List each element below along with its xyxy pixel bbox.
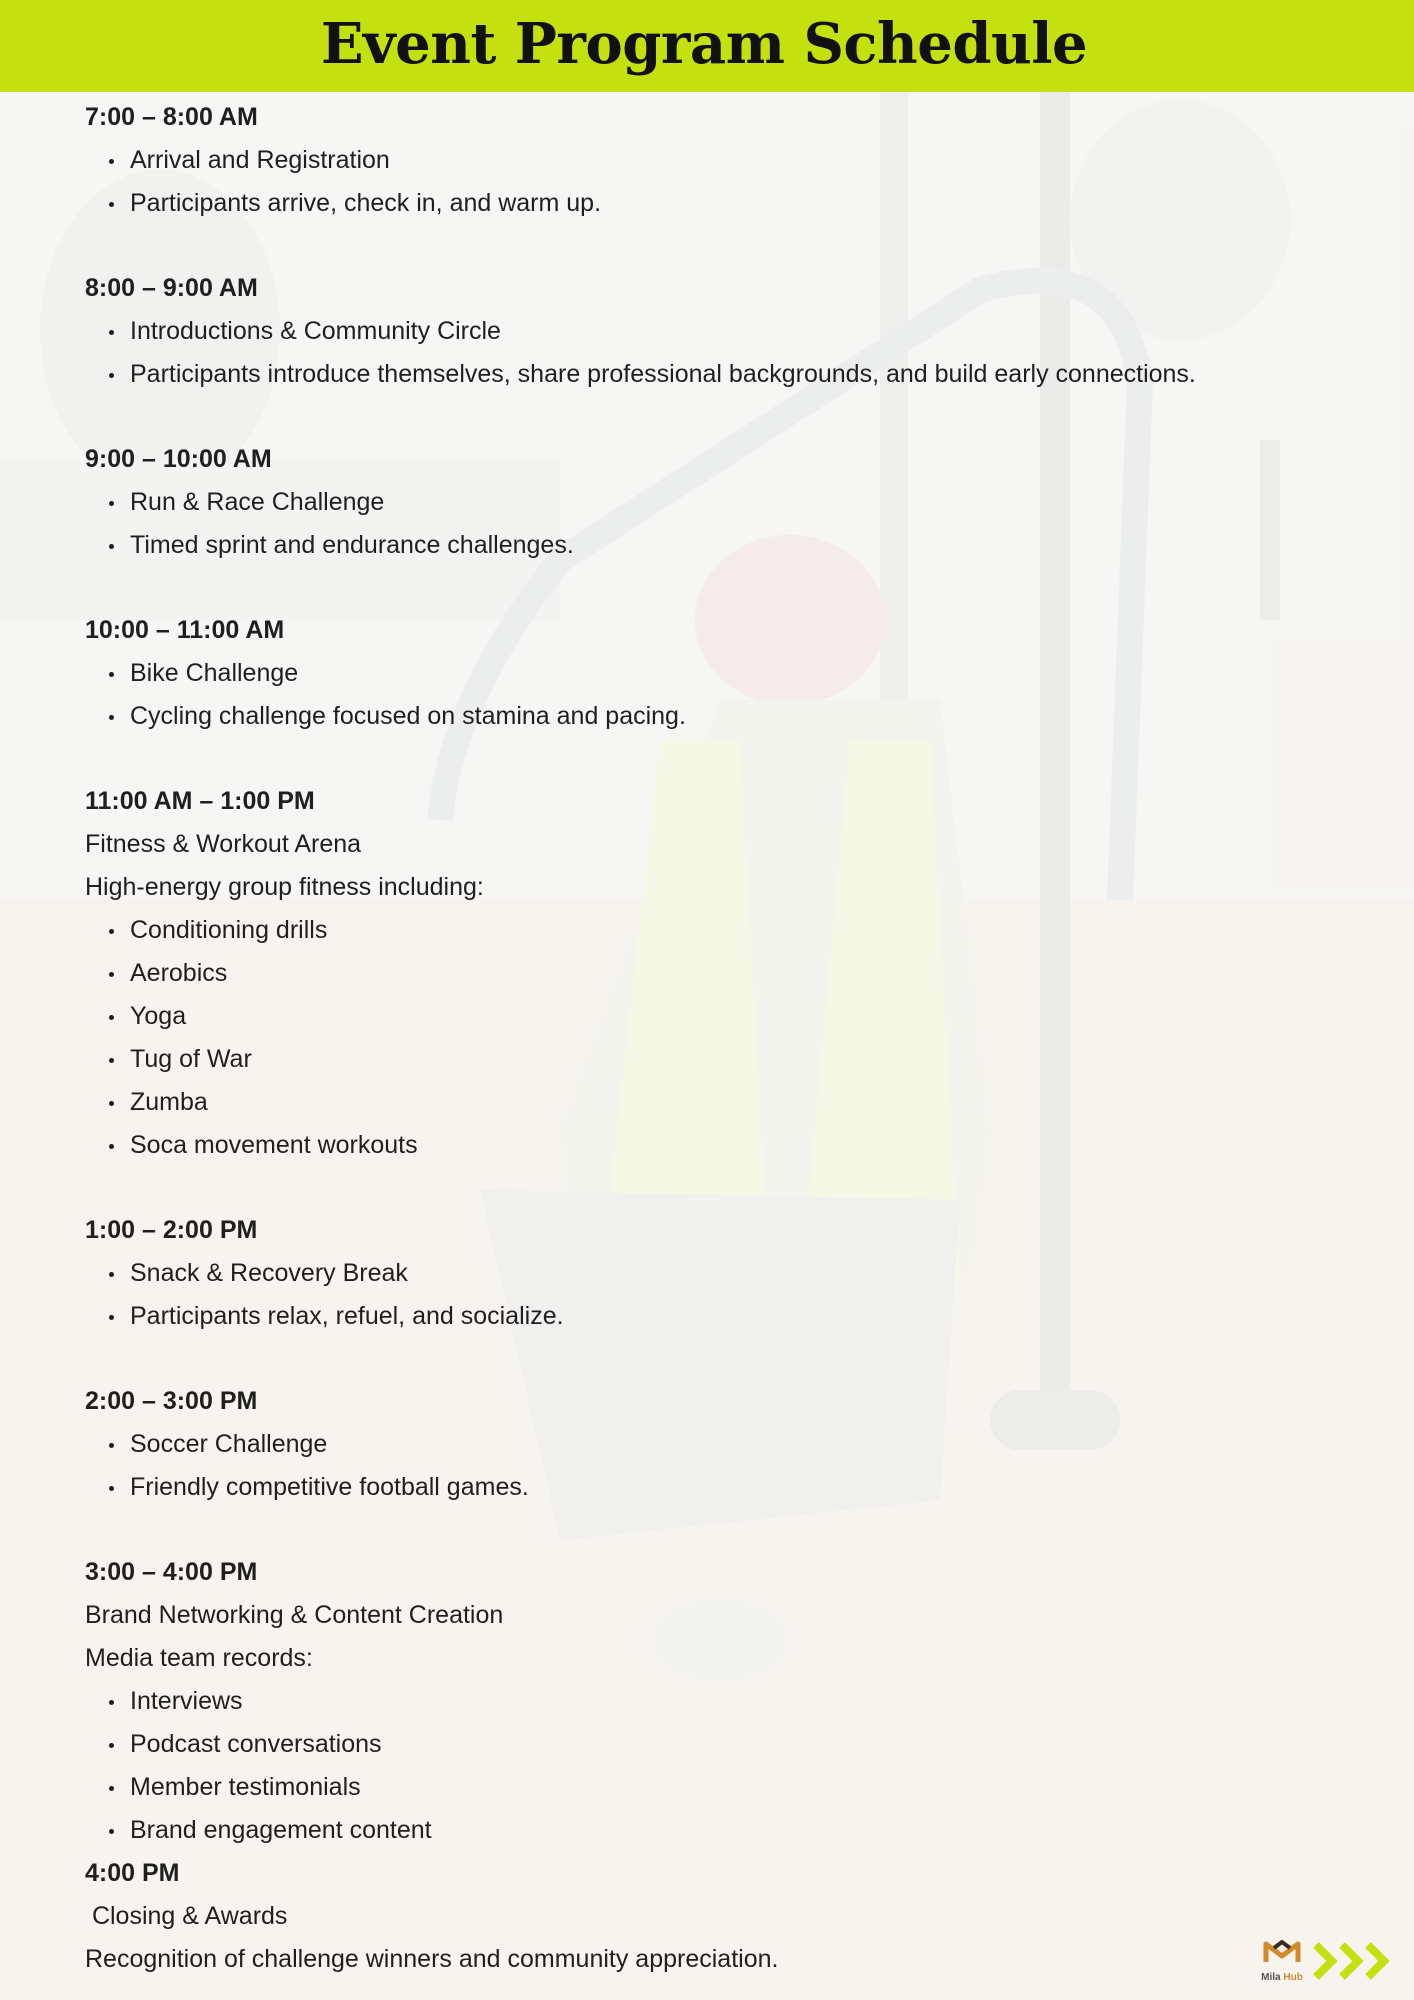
brand-name: Mila Hub <box>1261 1972 1303 1983</box>
list-item: Aerobics <box>85 952 1345 995</box>
bullet-list <box>85 1252 1345 1338</box>
triple-chevron-right-icon <box>1312 1941 1394 1981</box>
time-slot: 9:00 – 10:00 AM <box>85 445 272 473</box>
schedule-block <box>85 267 1345 396</box>
list-item: Arrival and Registration <box>85 139 1345 182</box>
time-slot: 1:00 – 2:00 PM <box>85 1216 258 1244</box>
schedule <box>85 96 1345 1981</box>
bullet-list <box>85 139 1345 225</box>
list-item: Conditioning drills <box>85 909 1345 952</box>
time-slot: 10:00 – 11:00 AM <box>85 616 285 644</box>
list-item: Interviews <box>85 1680 1345 1723</box>
mila-hub-logo <box>1252 1938 1312 1984</box>
list-item: Soccer Challenge <box>85 1423 1345 1466</box>
list-item: Participants introduce themselves, share professional backgrounds, and build early connections. <box>85 353 1345 396</box>
bullet-list <box>85 1423 1345 1509</box>
time-slot: 11:00 AM – 1:00 PM <box>85 787 315 815</box>
list-item: Soca movement workouts <box>85 1124 1345 1167</box>
list-item: Zumba <box>85 1081 1345 1124</box>
schedule-block <box>85 438 1345 567</box>
list-item: Run & Race Challenge <box>85 481 1345 524</box>
schedule-block <box>85 96 1345 225</box>
schedule-block <box>85 1551 1345 1852</box>
list-item: Member testimonials <box>85 1766 1345 1809</box>
bullet-list <box>85 481 1345 567</box>
schedule-block <box>85 780 1345 1167</box>
bullet-list <box>85 310 1345 396</box>
list-item: Participants relax, refuel, and socialize. <box>85 1295 1345 1338</box>
bullet-list <box>85 652 1345 738</box>
bullet-list <box>85 909 1345 1167</box>
schedule-block <box>85 1209 1345 1338</box>
time-slot: 2:00 – 3:00 PM <box>85 1387 258 1415</box>
mila-hub-logo-icon <box>1262 1938 1302 1966</box>
list-item: Yoga <box>85 995 1345 1038</box>
activity-description: High-energy group fitness including: <box>85 873 484 901</box>
list-item: Bike Challenge <box>85 652 1345 695</box>
list-item: Brand engagement content <box>85 1809 1345 1852</box>
activity-title: Closing & Awards <box>85 1902 288 1930</box>
activity-description: Media team records: <box>85 1644 313 1672</box>
schedule-block <box>85 1852 1345 1981</box>
brand-mark <box>1252 1938 1394 1984</box>
list-item: Participants arrive, check in, and warm up. <box>85 182 1345 225</box>
time-slot: 4:00 PM <box>85 1859 180 1887</box>
list-item: Introductions & Community Circle <box>85 310 1345 353</box>
header-bar <box>0 0 1414 92</box>
list-item: Friendly competitive football games. <box>85 1466 1345 1509</box>
schedule-block <box>85 609 1345 738</box>
bullet-list <box>85 1680 1345 1852</box>
activity-title: Brand Networking & Content Creation <box>85 1601 504 1629</box>
time-slot: 3:00 – 4:00 PM <box>85 1558 258 1586</box>
page-title: Event Program Schedule <box>320 11 1088 77</box>
list-item: Cycling challenge focused on stamina and pacing. <box>85 695 1345 738</box>
activity-title: Fitness & Workout Arena <box>85 830 362 858</box>
list-item: Tug of War <box>85 1038 1345 1081</box>
list-item: Timed sprint and endurance challenges. <box>85 524 1345 567</box>
schedule-block <box>85 1380 1345 1509</box>
time-slot: 8:00 – 9:00 AM <box>85 274 258 302</box>
list-item: Snack & Recovery Break <box>85 1252 1345 1295</box>
activity-description: Recognition of challenge winners and community appreciation. <box>85 1945 779 1973</box>
list-item: Podcast conversations <box>85 1723 1345 1766</box>
time-slot: 7:00 – 8:00 AM <box>85 103 258 131</box>
